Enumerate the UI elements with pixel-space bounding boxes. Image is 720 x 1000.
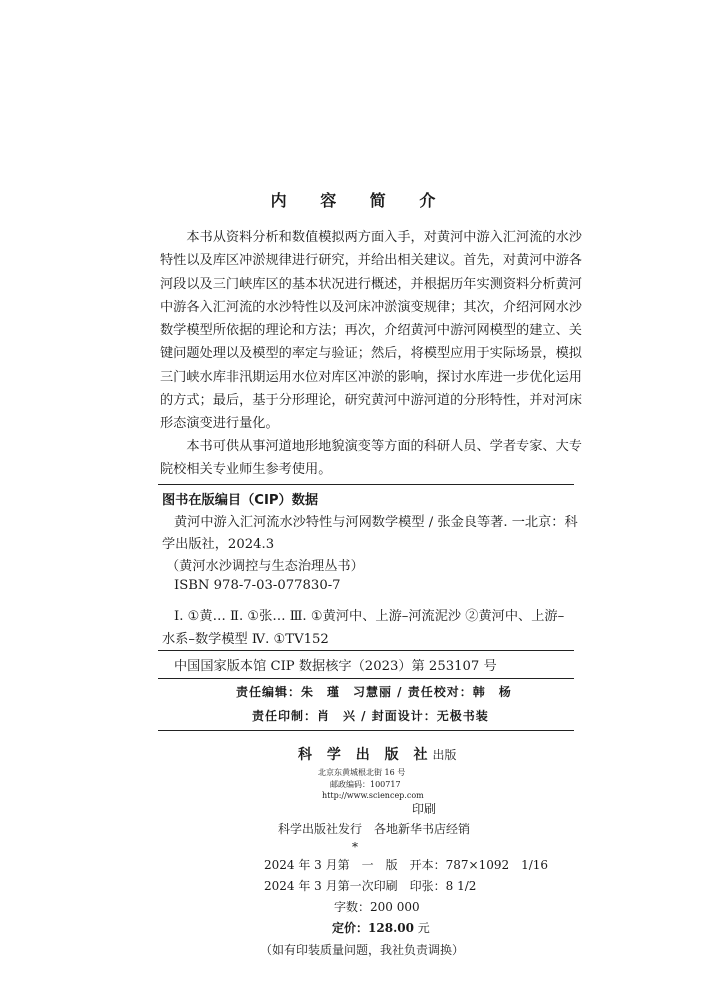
- text-line: 河段以及三门峡库区的基本状况进行概述，并根据历年实测资料分析黄河: [160, 276, 582, 292]
- price-unit: 元: [413, 921, 430, 935]
- audience-paragraph: [160, 435, 582, 482]
- publisher-postcode: 邮政编码：100717: [330, 780, 401, 789]
- cip-classification: 水系–数学模型 Ⅳ. ①TV152: [162, 632, 329, 647]
- price: [332, 919, 430, 936]
- cip-classification: Ⅰ. ①黄… Ⅱ. ①张… Ⅲ. ①黄河中、上游–河流泥沙 ②黄河中、上游–: [174, 609, 565, 624]
- price-label: 定价：: [332, 921, 369, 935]
- text-line: 特性以及库区冲淤规律进行研究，并给出相关建议。首先，对黄河中游各: [160, 253, 582, 269]
- cip-record: 中国国家版本馆 CIP 数据核字（2023）第 253107 号: [174, 659, 497, 674]
- publisher-name: 科 学 出 版 社: [298, 747, 433, 763]
- divider: [158, 484, 574, 485]
- quality-note: （如有印装质量问题，我社负责调换）: [260, 943, 465, 957]
- publisher-address: 北京东黄城根北街 16 号: [318, 768, 406, 777]
- print-credits: 责任印制：肖 兴 / 封面设计：无极书装: [252, 709, 489, 723]
- text-line: 院校相关专业师生参考使用。: [160, 462, 332, 478]
- cip-title-line: 学出版社，2024.3: [162, 537, 275, 552]
- cip-isbn: ISBN 978-7-03-077830-7: [174, 578, 341, 593]
- price-value: 128.00: [368, 921, 414, 935]
- publisher-suffix: 出版: [432, 748, 457, 762]
- edition-line: 2024 年 3 月第 一 版 开本：787×1092 1/16: [264, 858, 549, 872]
- printing-line: 2024 年 3 月第一次印刷 印张：8 1/2: [264, 879, 477, 893]
- intro-paragraph: [160, 226, 582, 436]
- divider: [158, 678, 574, 679]
- text-line: 本书从资料分析和数值模拟两方面入手，对黄河中游入汇河流的水沙: [160, 230, 582, 245]
- separator-star: *: [352, 840, 358, 854]
- editor-credits: 责任编辑：朱 瑾 习慧丽 / 责任校对：韩 杨: [236, 685, 512, 699]
- text-line: 的方式；最后，基于分形理论，研究黄河中游河道的分形特性，并对河床: [160, 393, 582, 409]
- printer-label: 印刷: [412, 802, 437, 816]
- divider: [158, 650, 574, 651]
- text-line: 三门峡水库非汛期运用水位对库区冲淤的影响，探讨水库进一步优化运用: [160, 369, 582, 385]
- text-line: 键问题处理以及模型的率定与验证；然后，将模型应用于实际场景，模拟: [160, 346, 582, 362]
- distribution-line: 科学出版社发行 各地新华书店经销: [278, 822, 471, 836]
- cip-series: （黄河水沙调控与生态治理丛书）: [166, 559, 364, 574]
- divider: [158, 730, 574, 731]
- text-line: 中游各入汇河流的水沙特性以及河床冲淤演变规律；其次，介绍河网水沙: [160, 299, 582, 315]
- text-line: 本书可供从事河道地形地貌演变等方面的科研人员、学者专家、大专: [160, 439, 582, 454]
- publisher-url: http://www.sciencep.com: [322, 791, 424, 800]
- cip-heading: 图书在版编目（CIP）数据: [162, 493, 319, 508]
- text-line: 形态演变进行量化。: [160, 416, 279, 432]
- word-count: 字数：200 000: [334, 900, 420, 914]
- text-line: 数学模型所依据的理论和方法；再次，介绍黄河中游河网模型的建立、关: [160, 323, 582, 339]
- publisher-line: [298, 744, 457, 764]
- page-title: 内 容 简 介: [270, 191, 450, 210]
- cip-title-line: 黄河中游入汇河流水沙特性与河网数学模型 / 张金良等著. 一北京：科: [174, 515, 578, 530]
